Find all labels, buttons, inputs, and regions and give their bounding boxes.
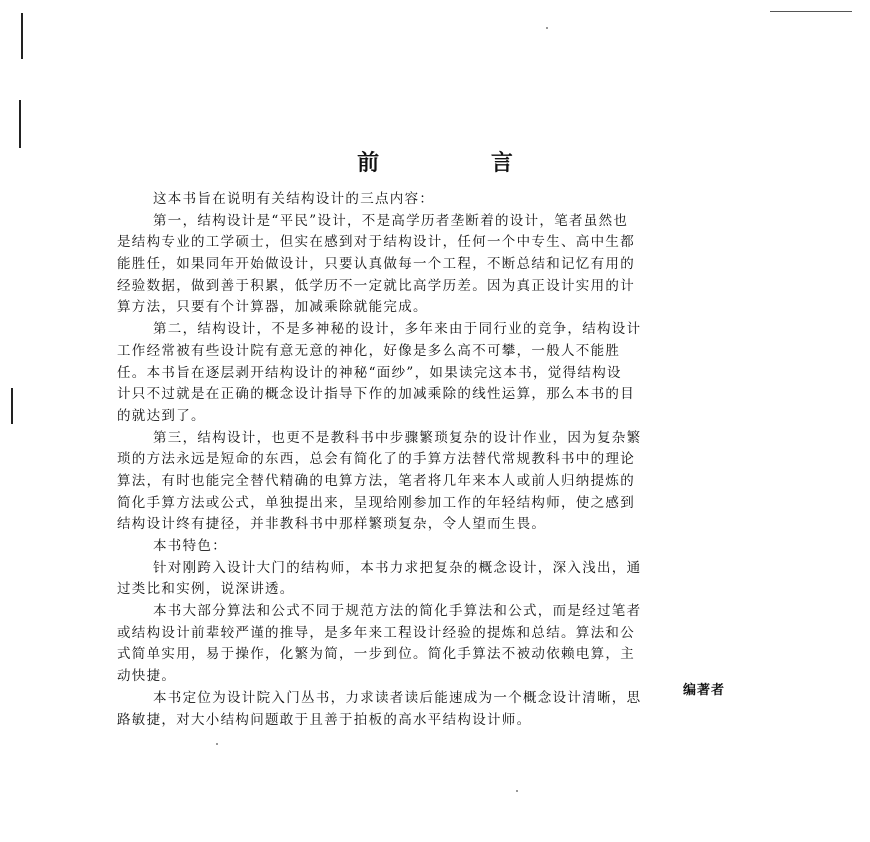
scan-speck (546, 27, 548, 29)
paragraph-line: 琐的方法永远是短命的东西，总会有简化了的手算方法替代常规教科书中的理论 (117, 451, 635, 468)
paragraph-line: 的就达到了。 (117, 407, 206, 424)
paragraph-line: 工作经常被有些设计院有意无意的神化，好像是多么高不可攀，一般人不能胜 (117, 342, 621, 359)
paragraph-line: 简化手算方法或公式，单独提出来，呈现给刚参加工作的年轻结构师，使之感到 (117, 494, 635, 511)
paragraph-line: 路敏捷，对大小结构问题敢于且善于拍板的高水平结构设计师。 (117, 711, 532, 728)
scan-edge-mark (21, 13, 23, 59)
paragraph-line: 本书特色： (153, 538, 227, 554)
paragraph-line: 结构设计终有捷径，并非教科书中那样繁琐复杂，令人望而生畏。 (117, 516, 547, 533)
paragraph-line: 这本书旨在说明有关结构设计的三点内容： (153, 191, 435, 207)
scan-edge-mark (770, 11, 852, 12)
scan-edge-mark (19, 100, 21, 148)
scan-speck (516, 790, 518, 792)
paragraph-line: 第一，结构设计是“平民”设计，不是高学历者垄断着的设计，笔者虽然也 (153, 212, 629, 229)
paragraph-line: 针对刚跨入设计大门的结构师，本书力求把复杂的概念设计，深入浅出，通 (153, 559, 642, 576)
paragraph-line: 第三，结构设计，也更不是教科书中步骤繁琐复杂的设计作业，因为复杂繁 (153, 429, 642, 446)
paragraph-line: 能胜任，如果同年开始做设计，只要认真做每一个工程，不断总结和记忆有用的 (117, 256, 635, 273)
paragraph-line: 本书大部分算法和公式不同于规范方法的简化手算法和公式，而是经过笔者 (153, 603, 642, 620)
paragraph-line: 是结构专业的工学硕士，但实在感到对于结构设计，任何一个中专生、高中生都 (117, 234, 635, 251)
page-title: 前 言 (357, 151, 565, 176)
paragraph-line: 式简单实用，易于操作，化繁为简，一步到位。简化手算法不被动依赖电算，主 (117, 646, 635, 663)
paragraph-line: 任。本书旨在逐层剥开结构设计的神秘“面纱”，如果读完这本书，觉得结构设 (117, 364, 622, 381)
paragraph-line: 经验数据，做到善于积累，低学历不一定就比高学历差。因为真正设计实用的计 (117, 277, 635, 294)
preface-body (117, 189, 777, 731)
paragraph-line: 本书定位为设计院入门丛书，力求读者读后能速成为一个概念设计清晰，思 (153, 689, 642, 706)
paragraph-line: 算法，有时也能完全替代精确的电算方法，笔者将几年来本人或前人归纳提炼的 (117, 472, 635, 489)
scan-speck (216, 743, 218, 745)
paragraph-line: 或结构设计前辈较严谨的推导，是多年来工程设计经验的提炼和总结。算法和公 (117, 624, 635, 641)
paragraph-line: 计只不过就是在正确的概念设计指导下作的加减乘除的线性运算，那么本书的目 (117, 386, 635, 403)
paragraph-line: 动快捷。 (117, 668, 177, 685)
paragraph-line: 第二，结构设计，不是多神秘的设计，多年来由于同行业的竞争，结构设计 (153, 321, 642, 338)
scan-edge-mark (11, 388, 13, 424)
author-signature: 编著者 (683, 683, 726, 698)
paragraph-line: 算方法，只要有个计算器，加减乘除就能完成。 (117, 299, 428, 316)
paragraph-line: 过类比和实例，说深讲透。 (117, 581, 295, 598)
